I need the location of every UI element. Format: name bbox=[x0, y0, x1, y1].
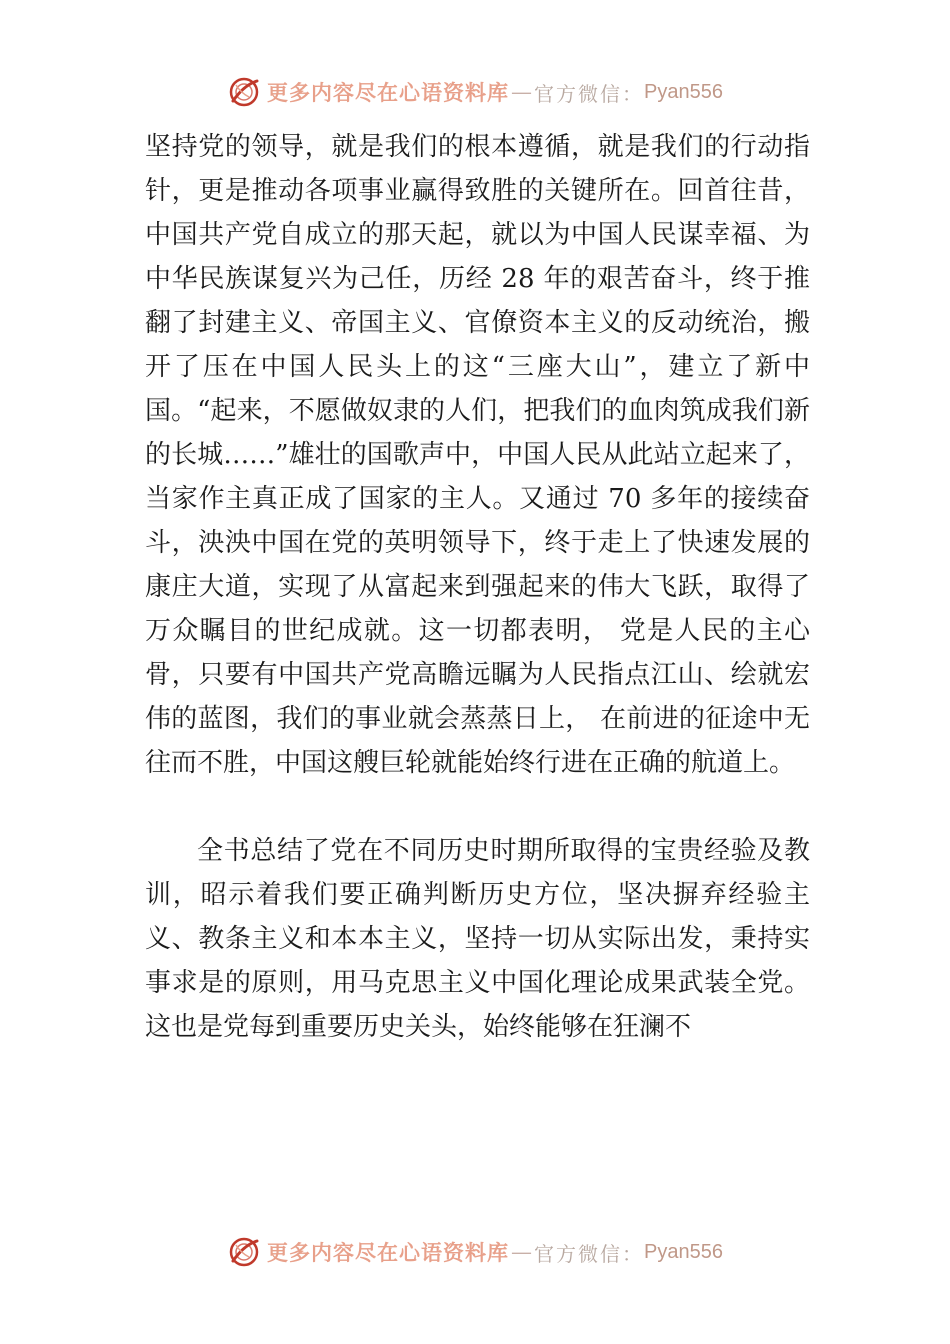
brand-logo-icon bbox=[227, 75, 261, 109]
body-paragraph-1: 坚持党的领导，就是我们的根本遵循，就是我们的行动指针，更是推动各项事业赢得致胜的关键所在。回首往昔，中国共产党自成立的那天起，就以为中国人民谋幸福、为中华民族谋复兴为己任，历经 28 年的艰苦奋斗，终于推翻了封建主义、帝国主义、官僚资本主义的反动统治，搬开了压在中国人民头上的这“三座大山”，建立了新中国。“起来，不愿做奴隶的人们，把我们的血肉筑成我们新的长城……”雄壮的国歌声中，中国人民从此站立起来了，当家作主真正成了国家的主人。又通过 70 多年的接续奋斗，泱泱中国在党的英明领导下，终于走上了快速发展的康庄大道，实现了从富起来到强起来的伟大飞跃，取得了万众瞩目的世纪成就。这一切都表明， 党是人民的主心骨，只要有中国共产党高瞻远瞩为人民指点江山、绘就宏伟的蓝图，我们的事业就会蒸蒸日上， 在前进的征途中无往而不胜，中国这艘巨轮就能始终行进在正确的航道上。 bbox=[145, 132, 810, 778]
footer-wechat-label: 官方微信： bbox=[534, 1241, 645, 1266]
footer-wechat-id: Pyan556 bbox=[644, 1240, 723, 1263]
header-promo-text: 更多内容尽在心语资料库 bbox=[267, 80, 510, 105]
header-wechat-label: 官方微信： bbox=[534, 81, 645, 106]
header-watermark-banner bbox=[0, 72, 950, 112]
brand-logo-icon bbox=[227, 1235, 261, 1269]
footer-watermark-banner bbox=[0, 1232, 950, 1272]
footer-dash: — bbox=[511, 1240, 533, 1264]
body-paragraph-2: 全书总结了党在不同历史时期所取得的宝贵经验及教训，昭示着我们要正确判断历史方位，坚决摒弃经验主义、教条主义和本本主义，坚持一切从实际出发，秉持实事求是的原则，用马克思主义中国化理论成果武装全党。这也是党每到重要历史关头，始终能够在狂澜不 bbox=[145, 836, 810, 1042]
header-dash: — bbox=[511, 80, 533, 104]
document-body bbox=[145, 125, 810, 1049]
footer-promo-text: 更多内容尽在心语资料库 bbox=[267, 1240, 510, 1265]
header-wechat-id: Pyan556 bbox=[644, 80, 723, 103]
